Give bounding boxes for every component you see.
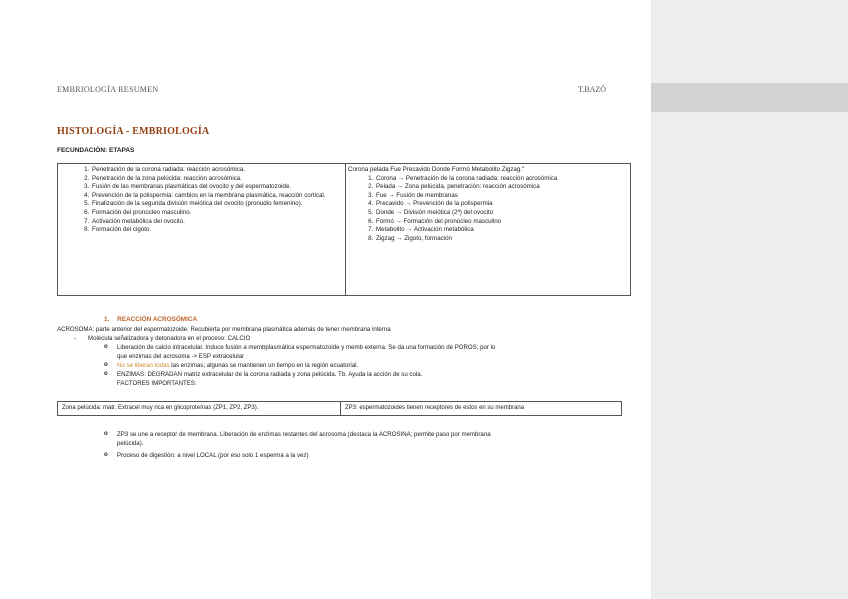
circle-bullet: o (104, 431, 108, 437)
factors-left-cell: Zona pelúcida: matr. Extracel muy rica en glicoproteínas (ZP1, ZP2, ZP3). (62, 405, 259, 411)
table-divider (345, 164, 346, 295)
list-item: 6. Formó → Formación del pronúcleo masculino (375, 218, 628, 227)
circle-bullet: o (104, 452, 108, 458)
comments-margin-pane (651, 0, 848, 599)
header-right: T.BAZÓ (578, 85, 607, 94)
list-item: 7. Activación metabólica del ovocito. (91, 218, 341, 227)
digestion-line: Proceso de digestión: a nivel LOCAL (por eso solo 1 esperma a la vez) (117, 452, 309, 459)
page-title: HISTOLOGÍA - EMBRIOLOGÍA (57, 126, 210, 137)
calcio-item: Molécula señalizadora y detonadora en el proceso: CALCIO (88, 335, 251, 342)
calcio-detail-line1: Liberación de calcio intracelular. Induce fusión a membplasmática espermatozoide y memb externa. Se da una formación de POROS; por lo (117, 344, 496, 351)
list-item: 2. Pelada → Zona pelúcida, penetración: reacción acrosómica (375, 183, 628, 192)
list-item: 1. Corona → Penetración de la corona radiada: reacción acrosómica (375, 175, 628, 184)
list-item: 2. Penetración de la zona pelúcida: reacción acrosómica. (91, 175, 341, 184)
calcio-detail-line2: que enzimas del acrosoma -> ESP extracelular (117, 353, 245, 360)
section-heading-text: REACCIÓN ACROSÓMICA (117, 316, 198, 323)
mnemonic-lead: Corona pelada Fue Precavido Donde Formó Metabolito Zigzag." (348, 166, 525, 173)
stages-list-cell (76, 166, 341, 235)
list-item: 7. Metabolito → Activación metabólica (375, 226, 628, 235)
zp3-line1: ZP3 se une a receptor de membrana. Liberación de enzimas restantes del acrosoma (destaca la ACROSINA; permite paso por membrana (117, 431, 491, 438)
mnemonic-cell (348, 166, 628, 243)
acrosoma-definition: ACROSOMA: parte anterior del espermatozoide. Recubierta por membrana plasmática además de tener membrana interna (57, 326, 391, 333)
comment-band (651, 83, 848, 112)
stages-list (76, 166, 341, 235)
list-item: 6. Formación del pronúcleo masculino. (91, 209, 341, 218)
factors-right-cell: ZP3: espermatozoides tienen receptores de estos en su membrana (345, 405, 525, 411)
stages-table (57, 163, 631, 296)
section-number: 1. (104, 316, 110, 323)
list-item: 5. Donde → División meiótica (2ª) del ovocito (375, 209, 628, 218)
circle-bullet: o (104, 344, 108, 350)
list-item: 8. Formación del cigoto. (91, 226, 341, 235)
circle-bullet: o (104, 362, 108, 368)
header-left: EMBRIOLOGÍA RESUMEN (57, 85, 159, 94)
enzimas-line: ENZIMAS: DEGRADAN matriz extracelular de la corona radiada y zona pelúcida. Tb. Ayuda la acción de su cola. (117, 371, 423, 378)
highlight-text: No se liberan todas (117, 362, 170, 369)
factors-table (57, 401, 622, 416)
list-item: 3. Fusión de las membranas plasmáticas del ovocito y del espermatozoide. (91, 183, 341, 192)
factores-heading: FACTORES IMPORTANTES: (117, 380, 197, 387)
circle-bullet: o (104, 371, 108, 377)
list-item: 8. Zigzag → Zigoto, formación (375, 235, 628, 244)
table-divider (340, 402, 341, 415)
enzymes-release-line (117, 362, 358, 371)
list-item: 3. Fue → Fusión de membranas (375, 192, 628, 201)
list-item: 1. Penetración de la corona radiada: reacción acrosómica. (91, 166, 341, 175)
dash-bullet: - (74, 335, 77, 342)
section-subtitle: FECUNDACIÓN: ETAPAS (57, 147, 135, 154)
section-heading (104, 316, 197, 323)
mnemonic-list (348, 175, 628, 244)
list-item: 4. Precavido → Prevención de la polispermia (375, 200, 628, 209)
enzymes-release-rest: las enzimas; algunas se mantienen un tiempo en la región ecuatorial. (169, 362, 359, 369)
list-item: 5. Finalización de la segunda división meiótica del ovocito (pronudio femenino). (91, 200, 341, 209)
zp3-line2: pelúcida). (117, 440, 144, 447)
list-item: 4. Prevención de la polispermia: cambios en la membrana plasmática, reacción cortical. (91, 192, 341, 201)
